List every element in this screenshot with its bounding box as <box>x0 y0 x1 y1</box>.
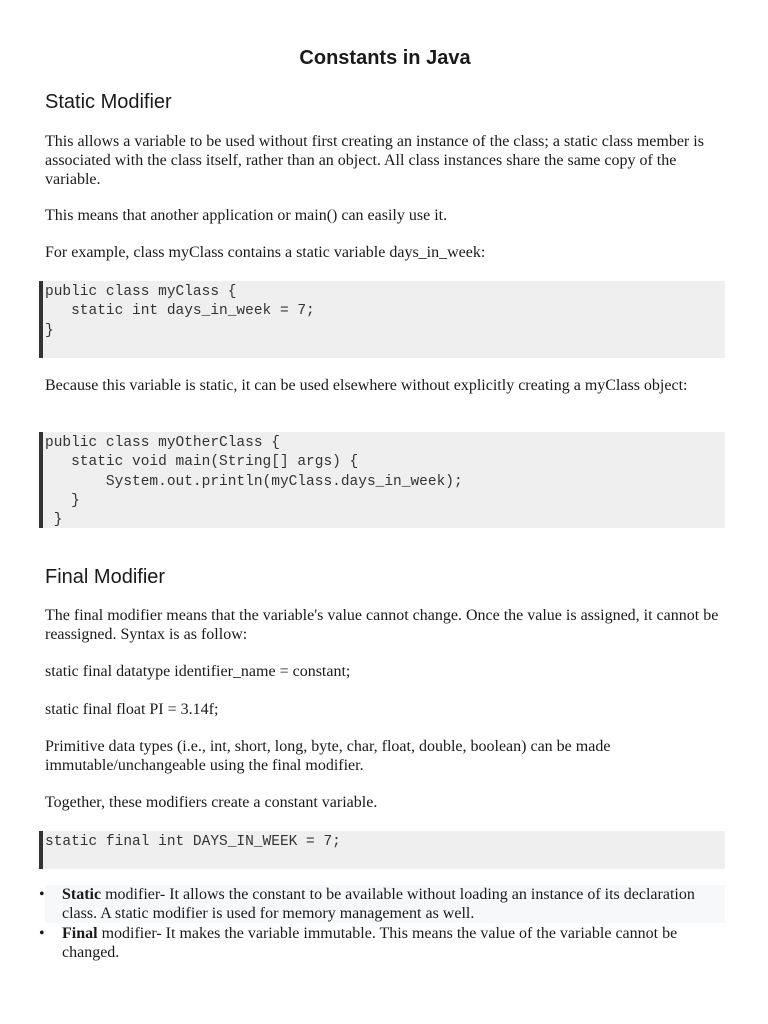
static-paragraph-4: Because this variable is static, it can be used elsewhere without explicitly creating a myClass object: <box>45 377 688 394</box>
list-item <box>39 885 725 923</box>
list-item <box>39 924 725 962</box>
final-paragraph-1: The final modifier means that the variable's value cannot change. Once the value is assigned, it cannot be reassigned. Syntax is as follow: <box>45 607 719 643</box>
bullet-term: Static <box>62 886 102 903</box>
final-paragraph-5: Together, these modifiers create a constant variable. <box>45 794 378 811</box>
static-paragraph-2: This means that another application or main() can easily use it. <box>45 207 448 224</box>
code-block-days-in-week: static final int DAYS_IN_WEEK = 7; <box>39 831 725 869</box>
static-paragraph-1: This allows a variable to be used without first creating an instance of the class; a static class member is associated with the class itself, rather than an object. All class instances share the same copy of the variable. <box>45 133 704 188</box>
bullet-text: modifier- It allows the constant to be available without loading an instance of its declaration class. A static modifier is used for memory management as well. <box>62 886 695 922</box>
static-paragraph-3: For example, class myClass contains a static variable days_in_week: <box>45 244 486 261</box>
page-title: Constants in Java <box>299 47 471 69</box>
bullet-icon: • <box>39 886 45 903</box>
final-modifier-heading: Final Modifier <box>45 566 166 588</box>
final-example-line: static final float PI = 3.14f; <box>45 701 219 718</box>
static-modifier-heading: Static Modifier <box>45 91 172 113</box>
bullet-text: modifier- It makes the variable immutable. This means the value of the variable cannot be changed. <box>62 925 678 961</box>
modifier-bullet-list <box>39 885 725 962</box>
bullet-term: Final <box>62 925 98 942</box>
code-block-myotherclass: public class myOtherClass { static void main(String[] args) { System.out.println(myClass.days_in_week); } } <box>39 432 725 528</box>
final-syntax-line: static final datatype identifier_name = constant; <box>45 663 351 680</box>
bullet-icon: • <box>39 925 45 942</box>
final-paragraph-4: Primitive data types (i.e., int, short, long, byte, char, float, double, boolean) can be made immutable/unchangeable using the final modifier. <box>45 738 611 774</box>
code-block-myclass: public class myClass { static int days_in_week = 7; } <box>39 281 725 358</box>
